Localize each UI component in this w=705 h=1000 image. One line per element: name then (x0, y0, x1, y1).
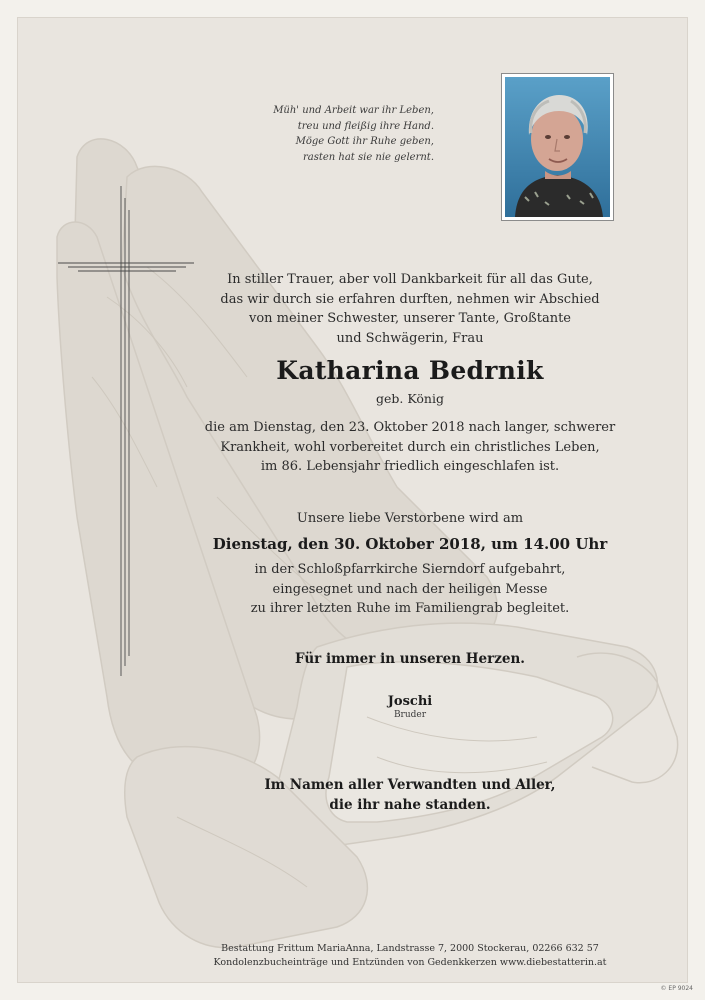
funeral-intro: Unsere liebe Verstorbene wird am (296, 511, 524, 526)
footer-line: Kondolenzbucheinträge und Entzünden von Gedenkkerzen www.diebestatterin.at (213, 957, 607, 968)
footer (160, 942, 660, 970)
intro-line: und Schwägerin, Frau (336, 330, 484, 346)
signature-relation: Bruder (393, 710, 427, 720)
poem-line: Müh' und Arbeit war ihr Leben, (273, 105, 434, 116)
maiden-name: geb. König (376, 391, 444, 406)
poem (214, 103, 434, 165)
funeral-line: in der Schloßpfarrkirche Sierndorf aufgebahrt, (254, 562, 566, 577)
death-text (160, 418, 660, 477)
signature-name: Joschi (387, 694, 433, 709)
intro-line: das wir durch sie erfahren durften, nehmen wir Abschied (220, 291, 600, 307)
poem-line: rasten hat sie nie gelernt. (302, 151, 434, 163)
funeral-details (160, 560, 660, 619)
intro-line: In stiller Trauer, aber voll Dankbarkeit für all das Gute, (227, 272, 593, 287)
template-code: © EP 9024 (660, 985, 693, 992)
closing-line: Im Namen aller Verwandten und Aller, (264, 777, 556, 793)
deceased-name: Katharina Bedrnik (276, 356, 544, 385)
intro-text (160, 270, 660, 348)
funeral-date: Dienstag, den 30. Oktober 2018, um 14.00 Uhr (212, 535, 608, 553)
forever-phrase: Für immer in unseren Herzen. (295, 651, 525, 667)
poem-line: treu und fleißig ihre Hand. (297, 120, 434, 132)
death-line: Krankheit, wohl vorbereitet durch ein christliches Leben, (220, 439, 600, 455)
closing-line: die ihr nahe standen. (329, 796, 491, 813)
footer-line: Bestattung Frittum MariaAnna, Landstrasse 7, 2000 Stockerau, 02266 632 57 (221, 943, 599, 954)
portrait-image (505, 77, 610, 217)
intro-line: von meiner Schwester, unserer Tante, Großtante (249, 311, 571, 326)
obituary-card (17, 17, 688, 983)
death-line: die am Dienstag, den 23. Oktober 2018 nach langer, schwerer (204, 420, 616, 435)
portrait-photo (501, 73, 614, 221)
death-line: im 86. Lebensjahr friedlich eingeschlafen ist. (260, 459, 560, 474)
poem-line: Möge Gott ihr Ruhe geben, (295, 136, 434, 147)
funeral-line: zu ihrer letzten Ruhe im Familiengrab begleitet. (250, 601, 570, 616)
closing-text (160, 776, 660, 815)
funeral-line: eingesegnet und nach der heiligen Messe (272, 581, 548, 597)
